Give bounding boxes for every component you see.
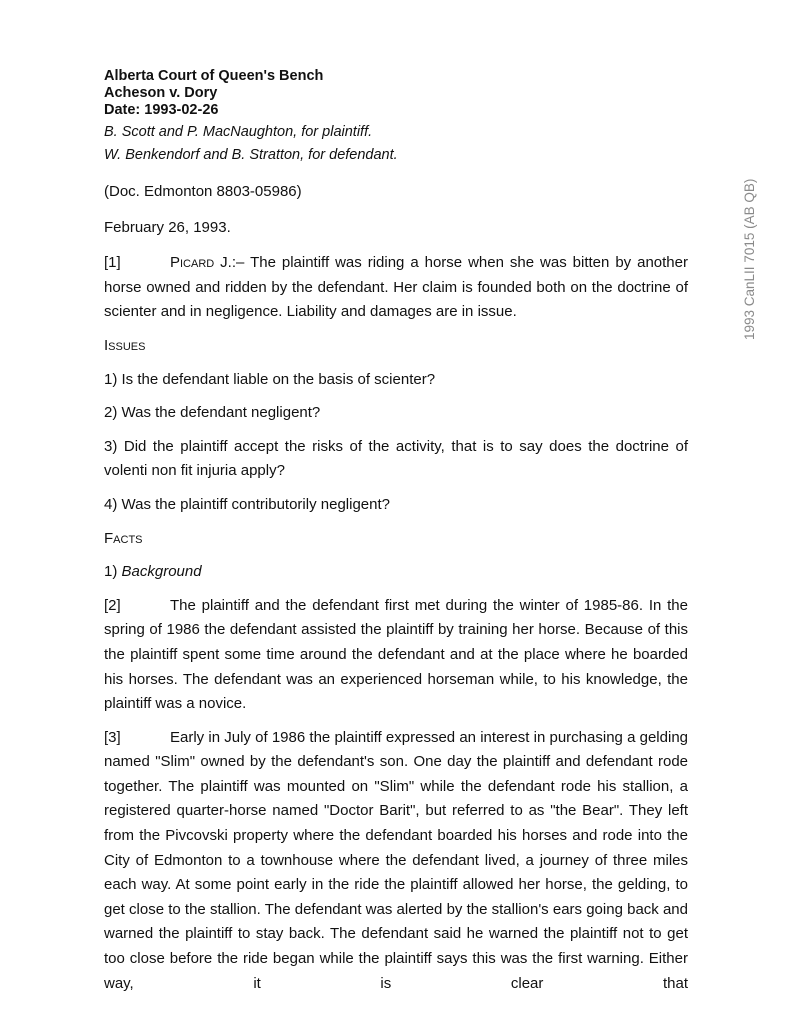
canlii-watermark: 1993 CanLII 7015 (AB QB) xyxy=(742,178,757,340)
paragraph-text: The plaintiff and the defendant first met during the winter of 1985-86. In the spring of 1986 the defendant assisted the plaintiff by training her horse. Because of this the plaintiff spent some time around the defendant and at the place where he boarded his horses. The defendant was an experienced horseman while, to his knowledge, the plaintiff was a novice. xyxy=(104,596,688,713)
decision-date: Date: 1993-02-26 xyxy=(104,102,219,118)
issue-item: 4) Was the plaintiff contributorily negligent? xyxy=(104,495,390,513)
court-name: Alberta Court of Queen's Bench xyxy=(104,68,324,84)
document-page xyxy=(104,68,688,996)
paragraph-1 xyxy=(104,251,688,325)
paragraph-3 xyxy=(104,726,688,997)
facts-subheading xyxy=(104,560,688,585)
case-name: Acheson v. Dory xyxy=(104,85,218,101)
paragraph-text: The plaintiff was riding a horse when she was bitten by another horse owned and ridden by the defendant. Her claim is founded both on the doctrine of scienter and in negligence. Liability and damages are in issue. xyxy=(104,254,688,321)
paragraph-2 xyxy=(104,594,688,717)
counsel-defendant: W. Benkendorf and B. Stratton, for defendant. xyxy=(104,147,398,163)
issue-item: 2) Was the defendant negligent? xyxy=(104,404,321,422)
issue-item: 3) Did the plaintiff accept the risks of the activity, that is to say does the doctrine of volenti non fit injuria apply? xyxy=(104,437,688,480)
counsel-plaintiff: B. Scott and P. MacNaughton, for plaintiff. xyxy=(104,124,373,140)
paragraph-number: [3] xyxy=(104,728,121,746)
issue-item: 1) Is the defendant liable on the basis of scienter? xyxy=(104,370,436,388)
judge-suffix: :– xyxy=(231,254,245,272)
paragraph-number: [1] xyxy=(104,254,121,272)
paragraph-number: [2] xyxy=(104,596,121,614)
judge-name: Picard J. xyxy=(170,254,232,272)
issues-heading: Issues xyxy=(104,336,146,354)
paragraph-text: Early in July of 1986 the plaintiff expressed an interest in purchasing a gelding named "Slim" owned by the defendant's son. One day the plaintiff and defendant rode together. The plaintiff was mounted on "Slim" while the defendant rode his stallion, a registered quarter-horse named "Doctor Barit", but referred to as "the Bear". They left from the Pivcovski property where the defendant boarded his horses and rode into the City of Edmonton to a townhouse where the defendant lived, a journey of three miles each way. At some point early in the ride the plaintiff allowed her horse, the gelding, to get close to the stallion. The defendant was alerted by the stallion's ears going back and warned the plaintiff to stay back. The defendant said he warned the plaintiff not to get too close before the ride began while the plaintiff says this was the first warning. Either way, it is clear that xyxy=(104,728,688,992)
facts-heading: Facts xyxy=(104,529,143,547)
judgment-date: February 26, 1993. xyxy=(104,218,231,236)
subheading-number: 1) xyxy=(104,563,118,581)
subheading-title: Background xyxy=(121,563,202,581)
doc-reference: (Doc. Edmonton 8803-05986) xyxy=(104,183,302,200)
